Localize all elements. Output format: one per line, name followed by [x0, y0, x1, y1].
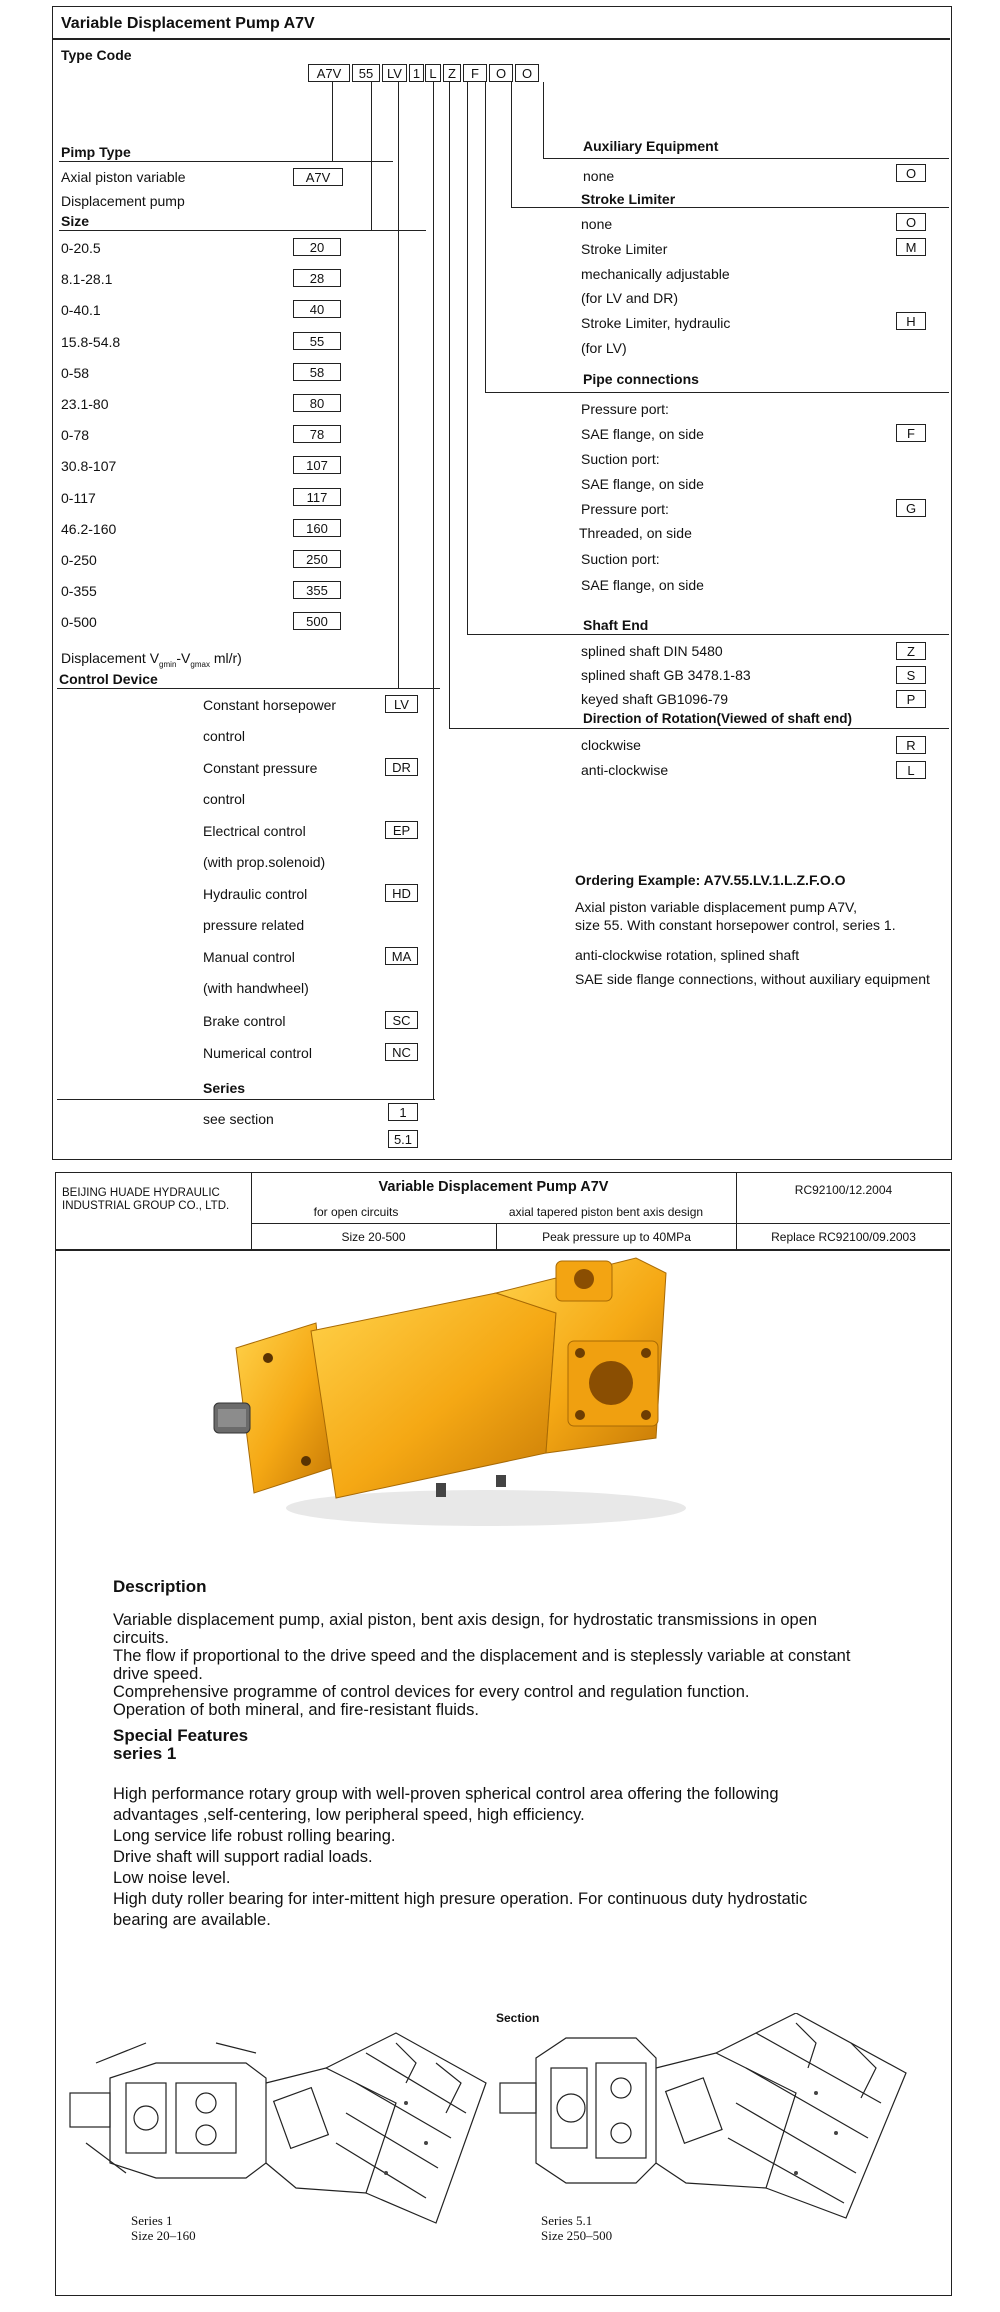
- stroke-hyd-code: H: [896, 312, 926, 330]
- description-line-1: circuits.: [113, 1629, 169, 1647]
- axis-design: axial tapered piston bent axis design: [508, 1205, 704, 1219]
- control-sub-1: control: [203, 791, 246, 807]
- pipe-line2: SAE flange, on side: [581, 426, 704, 442]
- size-code-4: 58: [293, 363, 341, 381]
- aux-heading: Auxiliary Equipment: [583, 138, 719, 154]
- control-label-4: Manual control: [203, 949, 295, 965]
- ordering-line3: anti-clockwise rotation, splined shaft: [575, 947, 800, 963]
- size-range-2: 0-40.1: [61, 302, 101, 319]
- shaft-label-2: keyed shaft GB1096-79: [581, 691, 729, 707]
- feature-line-3: Drive shaft will support radial loads.: [113, 1848, 373, 1866]
- size-code-5: 80: [293, 394, 341, 412]
- size-range: Size 20-500: [341, 1230, 406, 1244]
- size-range-6: 0-78: [61, 427, 90, 444]
- pump-type-heading: Pimp Type: [61, 144, 131, 160]
- pipe-heading: Pipe connections: [583, 371, 699, 387]
- pipe-line1: Pressure port:: [581, 401, 669, 417]
- ordering-line2: size 55. With constant horsepower control, series 1.: [575, 917, 896, 933]
- series-code-2: 5.1: [388, 1130, 418, 1148]
- left-caption: Series 1 Size 20–160: [131, 2213, 196, 2243]
- pump-illustration: [196, 1253, 756, 1543]
- aux-label: none: [583, 168, 615, 184]
- pipe-line3: Suction port:: [581, 451, 660, 467]
- rotation-heading: Direction of Rotation(Viewed of shaft end): [583, 711, 853, 726]
- series-rule: [57, 1099, 435, 1100]
- size-code-9: 160: [293, 519, 341, 537]
- rotation-code-0: R: [896, 736, 926, 754]
- control-code-4: MA: [385, 947, 418, 965]
- title-divider: [53, 38, 950, 40]
- right-caption: Series 5.1 Size 250–500: [541, 2213, 613, 2243]
- shaft-label-0: splined shaft DIN 5480: [581, 643, 723, 659]
- feature-line-4: Low noise level.: [113, 1869, 231, 1887]
- size-code-10: 250: [293, 550, 341, 568]
- aux-code: O: [896, 164, 926, 182]
- stroke-mech-line1: mechanically adjustable: [581, 266, 730, 282]
- pump-type-line2: Displacement pump: [61, 193, 185, 209]
- rotation-label-0: clockwise: [581, 737, 641, 753]
- connector-shaft: [467, 82, 468, 635]
- feature-line-5: High duty roller bearing for inter-mittent high presure operation. For continuous duty hydrostatic: [113, 1890, 808, 1908]
- description-line-4: Comprehensive programme of control devices for every control and regulation function.: [113, 1683, 750, 1701]
- features-text: [113, 1785, 807, 1932]
- ordering-line1: Axial piston variable displacement pump A7V,: [575, 899, 857, 915]
- size-code-0: 20: [293, 238, 341, 256]
- connector-pipe: [485, 82, 486, 393]
- control-device-rule: [57, 688, 440, 689]
- description-heading: Description: [113, 1577, 207, 1596]
- code-part-5: Z: [443, 64, 461, 82]
- control-label-3: Hydraulic control: [203, 886, 308, 902]
- replace-doc: Replace RC92100/09.2003: [771, 1230, 916, 1244]
- shaft-code-0: Z: [896, 642, 926, 660]
- shaft-heading: Shaft End: [583, 617, 649, 633]
- description-line-3: drive speed.: [113, 1665, 203, 1683]
- control-sub-2: (with prop.solenoid): [203, 854, 326, 870]
- size-range-9: 46.2-160: [61, 520, 117, 537]
- type-code-subtitle: Type Code: [61, 47, 132, 63]
- size-range-4: 0-58: [61, 364, 90, 381]
- size-code-8: 117: [293, 488, 341, 506]
- stroke-limiter-code: M: [896, 238, 926, 256]
- size-range-5: 23.1-80: [61, 396, 109, 412]
- control-sub-3: pressure related: [203, 917, 305, 933]
- description-line-2: The flow if proportional to the drive speed and the displacement and is steplessly variable at constant: [113, 1647, 851, 1665]
- code-part-1: 55: [352, 64, 380, 82]
- control-label-1: Constant pressure: [203, 760, 318, 776]
- company-name: BEIJING HUADE HYDRAULIC INDUSTRIAL GROUP CO., LTD.: [62, 1187, 230, 1212]
- size-code-1: 28: [293, 269, 341, 287]
- code-part-6: F: [463, 64, 487, 82]
- description-line-0: Variable displacement pump, axial piston, bent axis design, for hydrostatic transmissions in open: [113, 1611, 818, 1629]
- connector-series: [433, 82, 434, 1100]
- displacement-label: Displacement $V_{gmin}-V_{gmax}$ ml/r): [61, 650, 242, 669]
- feature-line-6: bearing are available.: [113, 1911, 271, 1929]
- stroke-none-label: none: [581, 216, 613, 232]
- connector-rotation: [449, 82, 450, 729]
- stroke-limiter-label: Stroke Limiter: [581, 241, 668, 257]
- size-range-7: 30.8-107: [61, 458, 117, 475]
- size-code-11: 355: [293, 581, 341, 599]
- shaft-label-1: splined shaft GB 3478.1-83: [581, 667, 751, 683]
- code-part-0: A7V: [308, 64, 350, 82]
- code-part-3: 1: [409, 64, 424, 82]
- size-range-10: 0-250: [61, 552, 97, 568]
- size-heading: Size: [61, 213, 90, 229]
- pump-type-rule: [59, 161, 393, 162]
- stroke-heading: Stroke Limiter: [581, 191, 676, 207]
- size-range-12: 0-500: [61, 614, 97, 631]
- stroke-rule: [511, 207, 949, 208]
- hdr-hline-2: [56, 1249, 950, 1251]
- size-code-12: 500: [293, 612, 341, 630]
- control-code-5: SC: [385, 1011, 418, 1029]
- type-code-panel: [52, 6, 952, 1160]
- size-code-7: 107: [293, 456, 341, 474]
- stroke-hyd-line2: (for LV): [581, 340, 627, 356]
- control-label-6: Numerical control: [203, 1045, 312, 1061]
- size-range-1: 8.1-28.1: [61, 271, 113, 288]
- special-features-heading: Special Features series 1: [113, 1726, 249, 1763]
- pipe-line5: Pressure port:: [581, 501, 669, 517]
- control-sub-0: control: [203, 728, 246, 744]
- control-device-heading: Control Device: [59, 671, 158, 687]
- connector-size: [371, 82, 372, 231]
- connector-control: [398, 82, 399, 689]
- control-code-1: DR: [385, 758, 418, 776]
- stroke-mech-line2: (for LV and DR): [581, 290, 678, 306]
- pipe-line4: SAE flange, on side: [581, 476, 704, 492]
- rotation-rule: [449, 728, 949, 729]
- peak-pressure: Peak pressure up to 40MPa: [542, 1230, 691, 1244]
- size-code-2: 40: [293, 300, 341, 318]
- datasheet-title: Variable Displacement Pump A7V: [378, 1179, 609, 1195]
- doc-number: RC92100/12.2004: [794, 1183, 893, 1197]
- code-part-8: O: [515, 64, 539, 82]
- control-label-5: Brake control: [203, 1013, 286, 1029]
- ordering-line4: SAE side flange connections, without auxiliary equipment: [575, 971, 930, 987]
- control-sub-4: (with handwheel): [203, 980, 309, 996]
- size-range-8: 0-117: [61, 489, 96, 506]
- aux-rule: [543, 158, 949, 159]
- shaft-code-1: S: [896, 666, 926, 684]
- ordering-heading: Ordering Example: A7V.55.LV.1.L.Z.F.O.O: [575, 872, 846, 888]
- shaft-code-2: P: [896, 690, 926, 708]
- for-open-circuits: for open circuits: [313, 1205, 399, 1219]
- section-drawing-series-5-1: [496, 2013, 936, 2223]
- size-range-0: 0-20.5: [61, 240, 101, 256]
- connector-a7v: [332, 82, 333, 162]
- series-label: see section: [203, 1111, 274, 1127]
- feature-line-0: High performance rotary group with well-proven spherical control area offering the following: [113, 1785, 779, 1803]
- series-code-1: 1: [388, 1103, 418, 1121]
- rotation-code-1: L: [896, 761, 926, 779]
- code-part-4: L: [425, 64, 441, 82]
- pipe-line6: Threaded, on side: [579, 525, 692, 541]
- control-label-0: Constant horsepower: [203, 697, 337, 713]
- description-line-5: Operation of both mineral, and fire-resistant fluids.: [113, 1701, 479, 1719]
- control-code-2: EP: [385, 821, 418, 839]
- pipe-code-f: F: [896, 424, 926, 442]
- pipe-line7: Suction port:: [581, 551, 660, 567]
- shaft-rule: [467, 634, 949, 635]
- code-part-2: LV: [382, 64, 407, 82]
- pipe-code-g: G: [896, 499, 926, 517]
- pipe-line8: SAE flange, on side: [581, 577, 704, 593]
- size-code-6: 78: [293, 425, 341, 443]
- pump-type-code: A7V: [293, 168, 343, 186]
- control-code-6: NC: [385, 1043, 418, 1061]
- stroke-hyd-line1: Stroke Limiter, hydraulic: [581, 315, 731, 331]
- pump-type-line1: Axial piston variable: [61, 169, 186, 185]
- control-code-0: LV: [385, 695, 418, 713]
- control-code-3: HD: [385, 884, 418, 902]
- control-label-2: Electrical control: [203, 823, 306, 839]
- type-code-title: Variable Displacement Pump A7V: [61, 15, 315, 32]
- datasheet-header: [56, 1173, 950, 1249]
- hdr-hline-1: [251, 1223, 950, 1224]
- stroke-none-code: O: [896, 213, 926, 231]
- connector-stroke: [511, 82, 512, 208]
- feature-line-1: advantages ,self-centering, low peripheral speed, high efficiency.: [113, 1806, 585, 1824]
- pipe-rule: [485, 392, 949, 393]
- feature-line-2: Long service life robust rolling bearing.: [113, 1827, 396, 1845]
- size-range-11: 0-355: [61, 583, 97, 600]
- rotation-label-1: anti-clockwise: [581, 762, 669, 778]
- section-label: Section: [496, 2011, 540, 2025]
- size-range-3: 15.8-54.8: [61, 333, 121, 350]
- description-text: [113, 1611, 850, 1719]
- size-code-3: 55: [293, 332, 341, 350]
- series-heading: Series: [203, 1080, 246, 1096]
- code-part-7: O: [489, 64, 513, 82]
- section-drawing-series-1: [66, 2023, 506, 2233]
- datasheet-panel: [55, 1172, 952, 2296]
- connector-aux: [543, 82, 544, 159]
